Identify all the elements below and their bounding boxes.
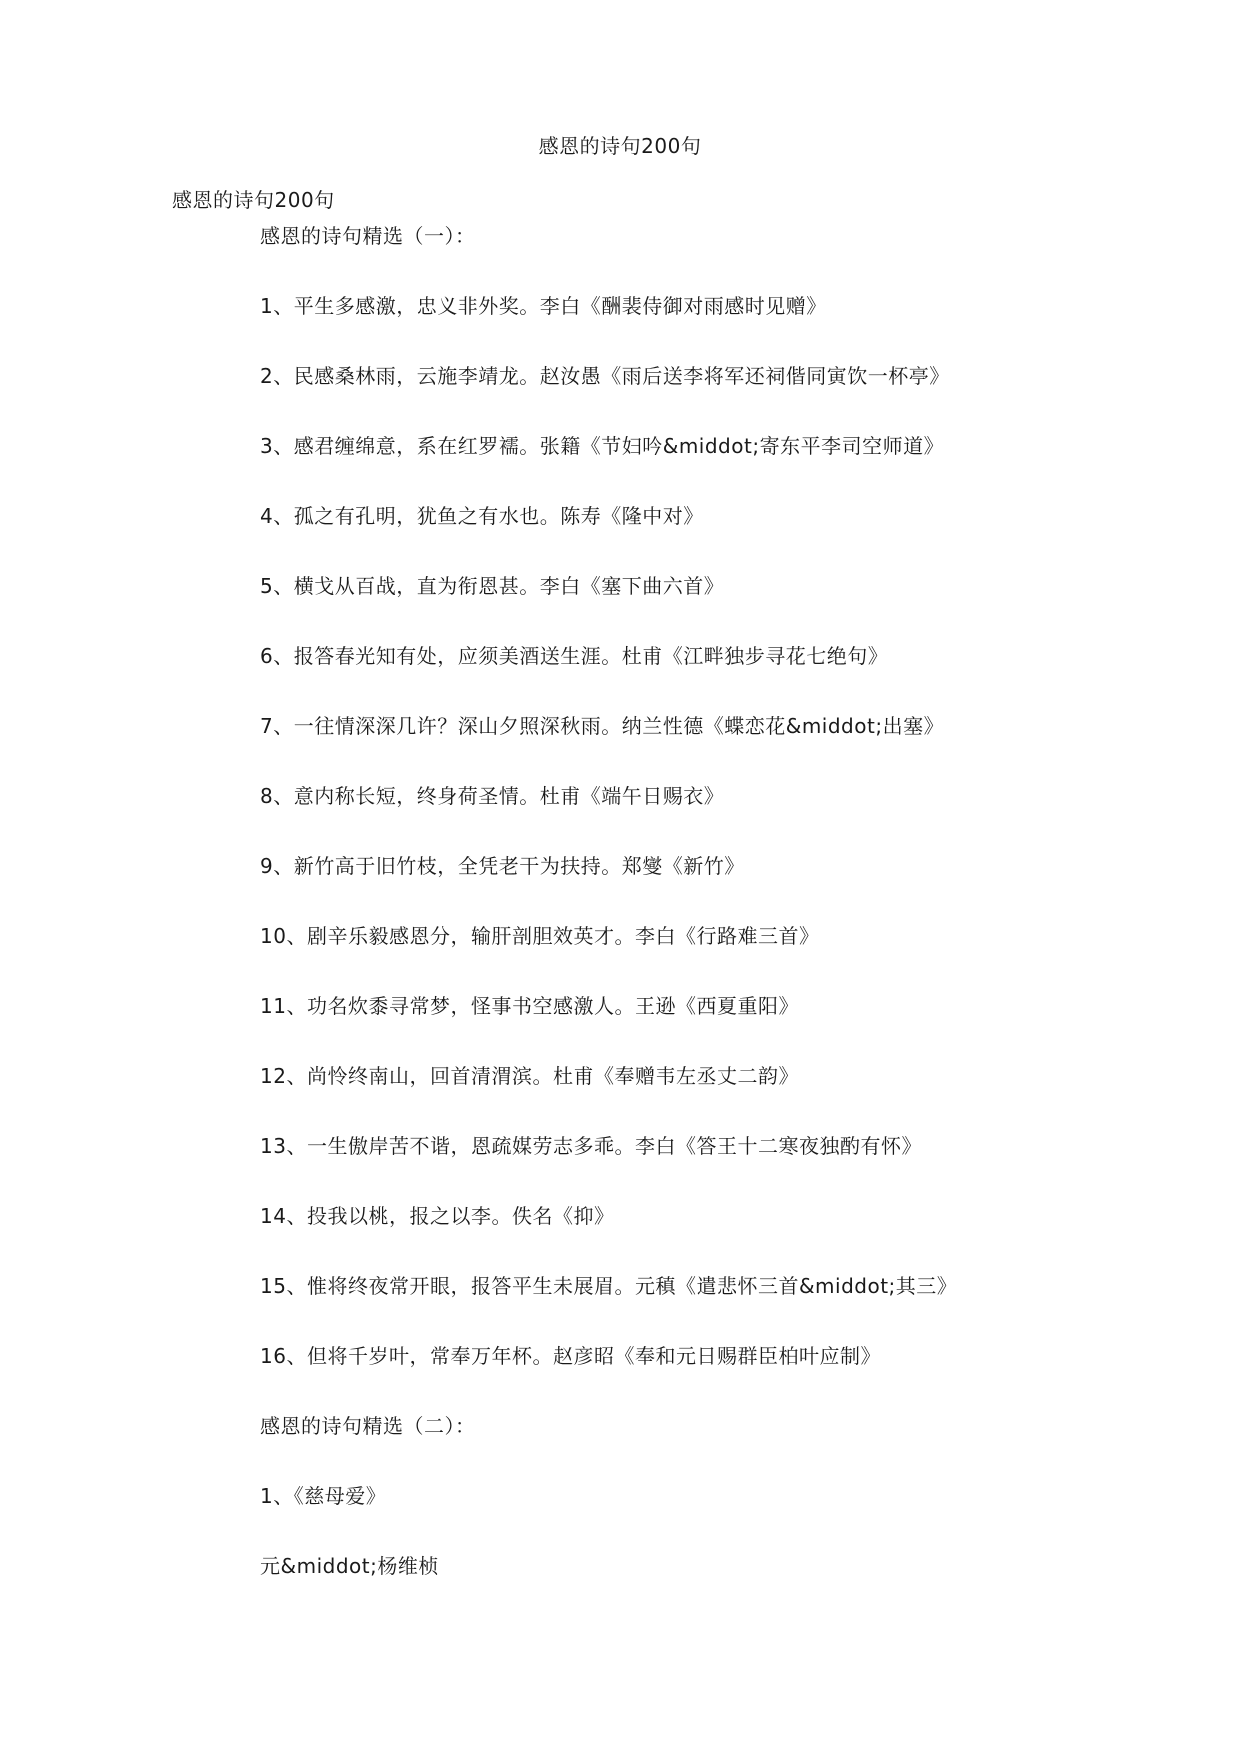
poem-line: 16、但将千岁叶，常奉万年杯。赵彦昭《奉和元日赐群臣柏叶应制》 bbox=[260, 1344, 881, 1368]
poem-line: 5、横戈从百战，直为衔恩甚。李白《塞下曲六首》 bbox=[260, 574, 725, 598]
poem-author-line: 元&middot;杨维桢 bbox=[260, 1554, 439, 1578]
section-heading-two: 感恩的诗句精选（二）： bbox=[260, 1414, 476, 1438]
poem-line: 7、一往情深深几许？深山夕照深秋雨。纳兰性德《蝶恋花&middot;出塞》 bbox=[260, 714, 945, 738]
document-subtitle: 感恩的诗句200句 bbox=[172, 188, 335, 212]
poem-line: 1、平生多感激，忠义非外奖。李白《酬裴侍御对雨感时见赠》 bbox=[260, 294, 827, 318]
poem-title-line: 1、《慈母爱》 bbox=[260, 1484, 387, 1508]
section-heading-one: 感恩的诗句精选（一）： bbox=[260, 224, 476, 248]
poem-line: 12、尚怜终南山，回首清渭滨。杜甫《奉赠韦左丞丈二韵》 bbox=[260, 1064, 799, 1088]
poem-line: 4、孤之有孔明，犹鱼之有水也。陈寿《隆中对》 bbox=[260, 504, 704, 528]
poem-list-one bbox=[260, 292, 1160, 1370]
poem-line: 13、一生傲岸苦不谐，恩疏媒劳志多乖。李白《答王十二寒夜独酌有怀》 bbox=[260, 1134, 922, 1158]
poem-line: 9、新竹高于旧竹枝，全凭老干为扶持。郑燮《新竹》 bbox=[260, 854, 745, 878]
poem-line: 11、功名炊黍寻常梦，怪事书空感激人。王逊《西夏重阳》 bbox=[260, 994, 799, 1018]
document-body bbox=[260, 222, 1160, 1580]
poem-line: 10、剧辛乐毅感恩分，输肝剖胆效英才。李白《行路难三首》 bbox=[260, 924, 820, 948]
poem-line: 2、民感桑林雨，云施李靖龙。赵汝愚《雨后送李将军还祠偕同寅饮一杯亭》 bbox=[260, 364, 950, 388]
poem-line: 3、感君缠绵意，系在红罗襦。张籍《节妇吟&middot;寄东平李司空师道》 bbox=[260, 434, 945, 458]
poem-line: 15、惟将终夜常开眼，报答平生未展眉。元稹《遣悲怀三首&middot;其三》 bbox=[260, 1274, 958, 1298]
poem-line: 6、报答春光知有处，应须美酒送生涯。杜甫《江畔独步寻花七绝句》 bbox=[260, 644, 889, 668]
poem-line: 8、意内称长短，终身荷圣情。杜甫《端午日赐衣》 bbox=[260, 784, 725, 808]
document-title: 感恩的诗句200句 bbox=[538, 134, 702, 158]
poem-line: 14、投我以桃，报之以李。佚名《抑》 bbox=[260, 1204, 615, 1228]
